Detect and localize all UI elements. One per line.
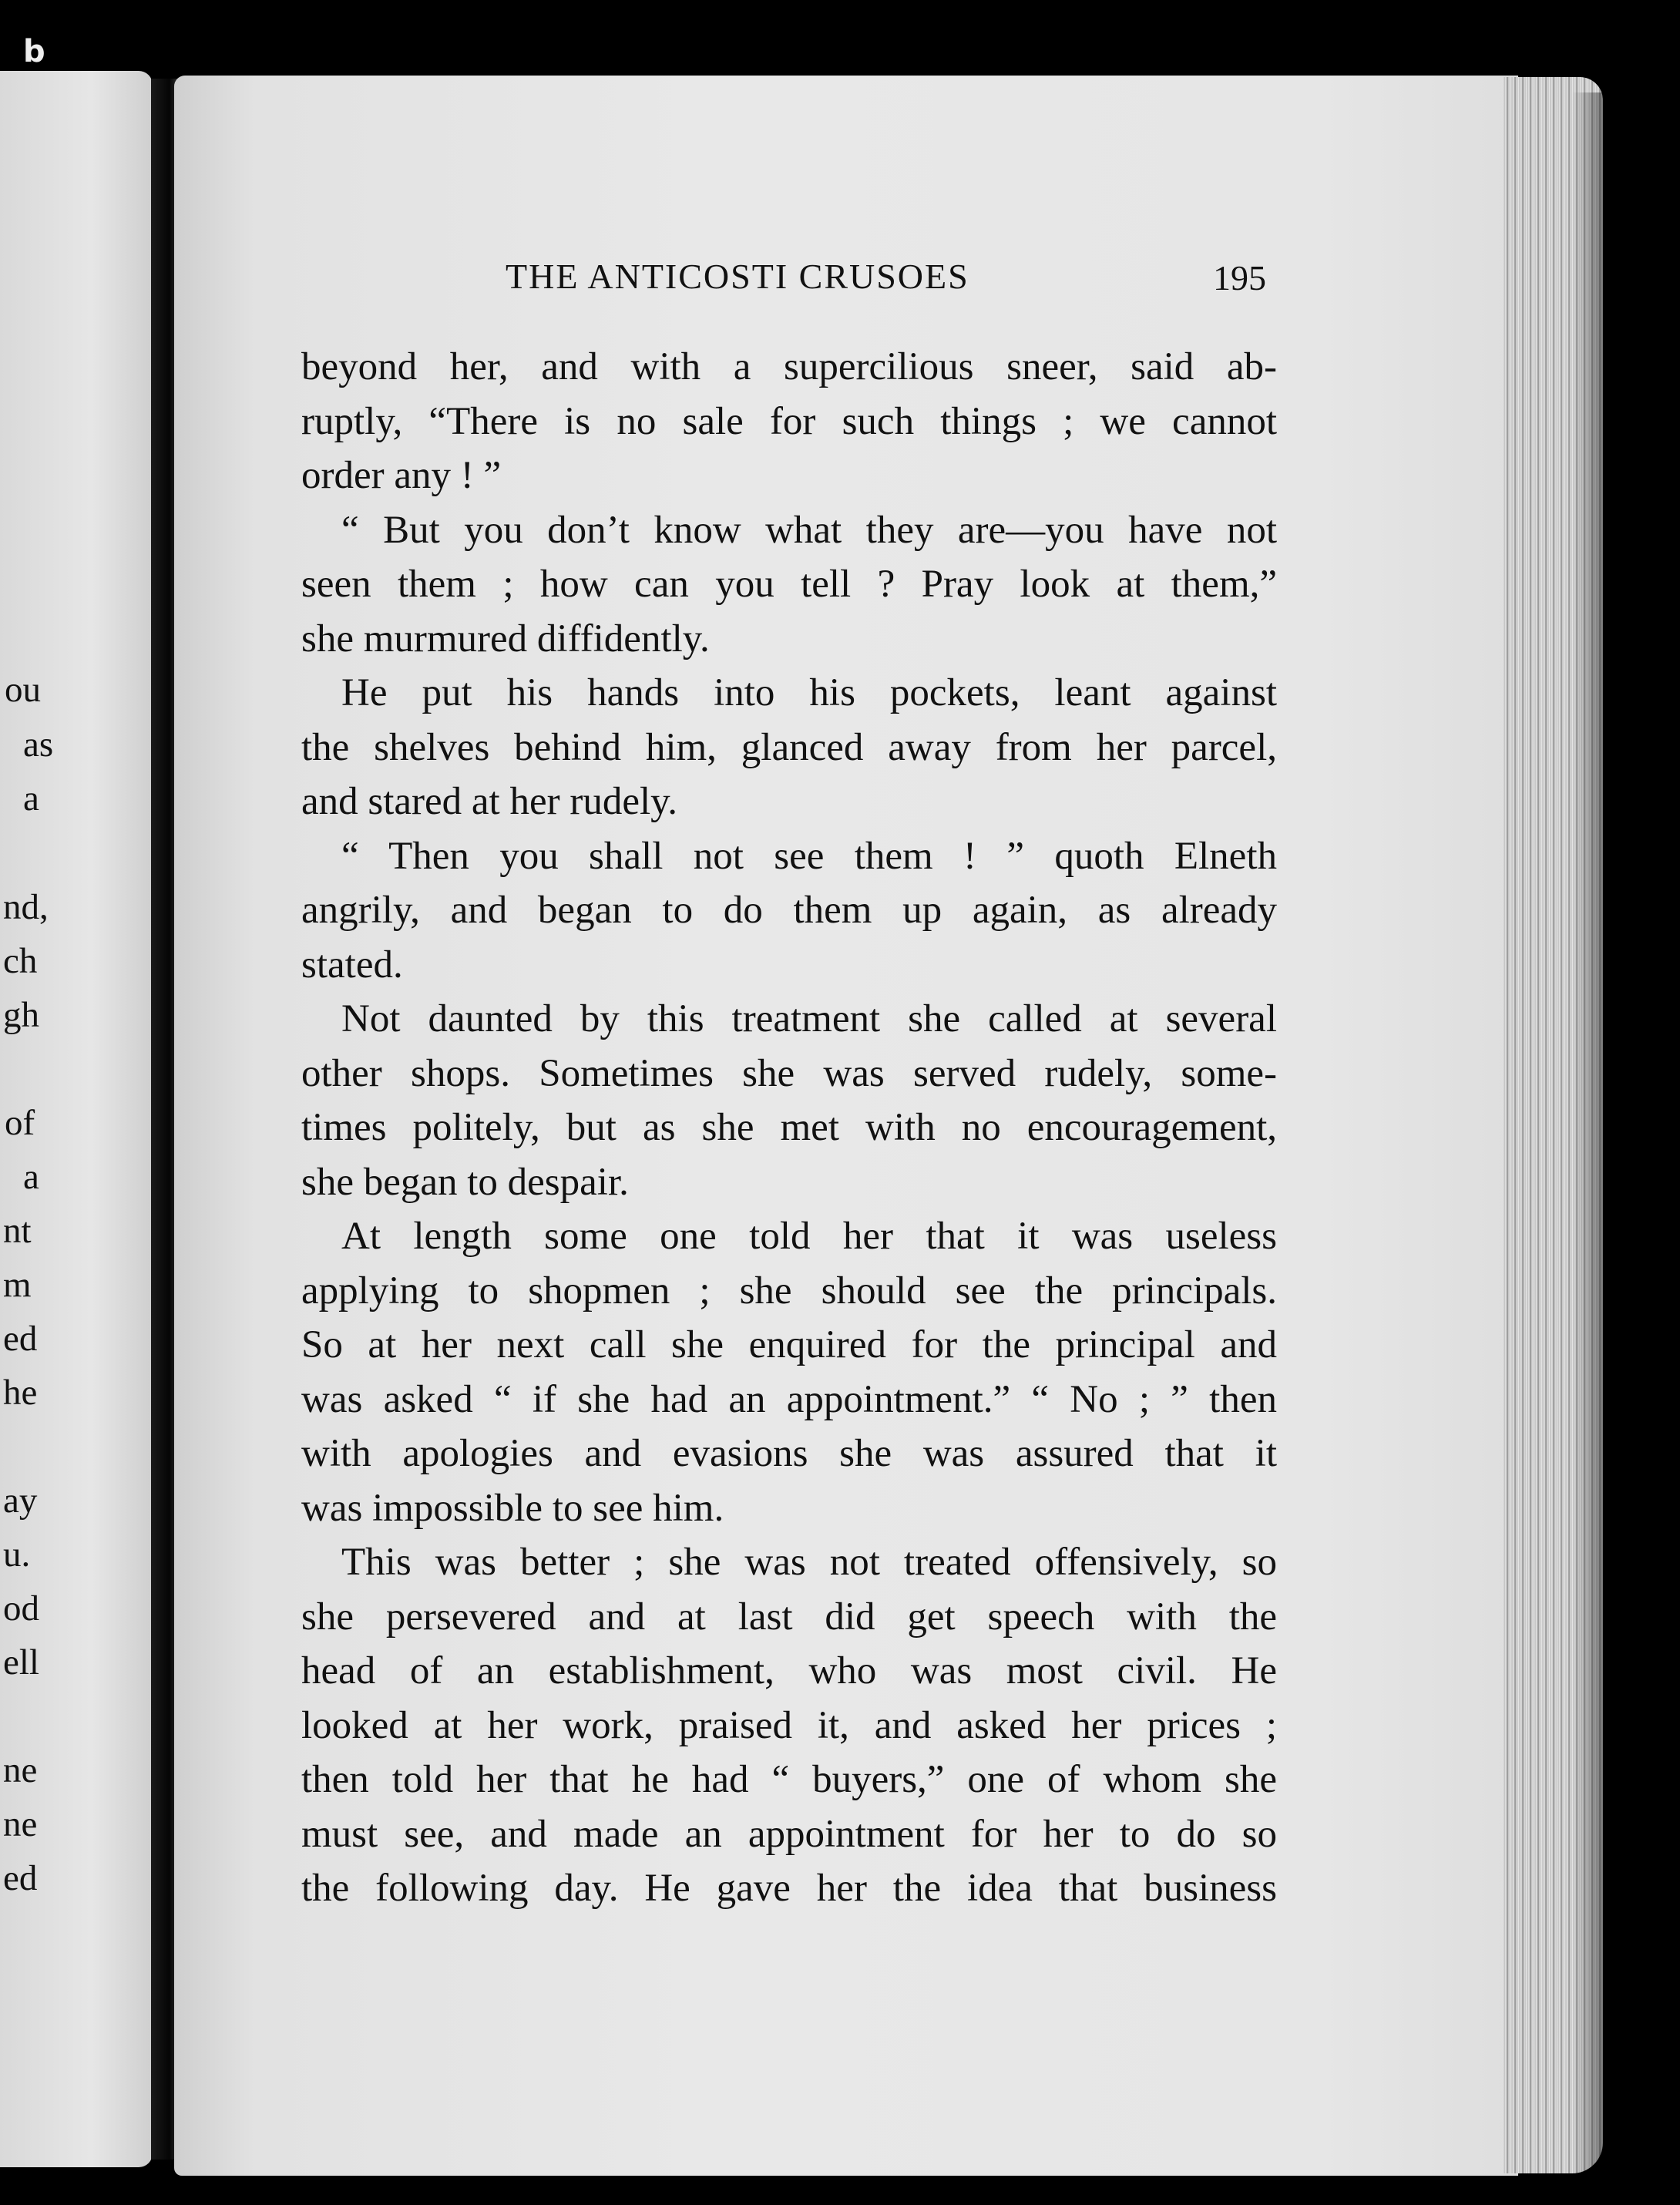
text-line: So at her next call she enquired for the principal and [301, 1323, 1277, 1366]
text-line: was impossible to see him. [301, 1486, 724, 1530]
text-line: angrily, and began to do them up again, as already [301, 889, 1277, 932]
page-number: 195 [1213, 258, 1266, 297]
text-line: other shops. Sometimes she was served rudely, some- [301, 1051, 1277, 1095]
text-line: she persevered and at last did get speech with the [301, 1595, 1277, 1639]
left-page-fragment: gh [3, 995, 39, 1035]
left-page-fragment: a [23, 778, 39, 818]
left-page-fragment: m [3, 1265, 32, 1305]
left-page-fragment: ne [3, 1804, 38, 1844]
text-line: and stared at her rudely. [301, 780, 678, 823]
text-line: This was better ; she was not treated offensively, so [341, 1541, 1277, 1584]
left-page-fragment: a [23, 1157, 39, 1197]
body-text [301, 340, 1277, 1916]
text-line: seen them ; how can you tell ? Pray look at them,” [301, 563, 1277, 606]
text-line: beyond her, and with a supercilious sneer, said ab- [301, 345, 1277, 388]
text-line: times politely, but as she met with no encouragement, [301, 1106, 1277, 1149]
left-page-fragment: as [23, 724, 54, 765]
left-page-fragment: ch [3, 941, 38, 981]
edge-shadow [1572, 92, 1680, 2173]
text-line: Not daunted by this treatment she called at several [341, 997, 1277, 1040]
left-page-fragment: od [3, 1588, 39, 1629]
text-line: she murmured diffidently. [301, 617, 710, 660]
text-line: the following day. He gave her the idea that business [301, 1867, 1277, 1910]
left-page-fragment: ell [3, 1642, 39, 1682]
text-line: applying to shopmen ; she should see the principals. [301, 1269, 1277, 1313]
left-page-fragment: ay [3, 1481, 38, 1521]
text-line: then told her that he had “ buyers,” one of whom she [301, 1758, 1277, 1801]
text-line: she began to despair. [301, 1160, 629, 1204]
left-page-fragment: ne [3, 1750, 38, 1790]
text-line: “ But you don’t know what they are—you have not [341, 508, 1277, 552]
text-line: looked at her work, praised it, and asked her prices ; [301, 1703, 1277, 1747]
text-line: head of an establishment, who was most civil. He [301, 1649, 1277, 1692]
text-line: order any ! ” [301, 454, 502, 497]
text-line: must see, and made an appointment for her to do so [301, 1812, 1277, 1856]
left-page-fragment: of [5, 1103, 35, 1143]
left-facing-page [0, 71, 153, 2167]
left-page-fragment: ed [3, 1858, 38, 1898]
left-page-fragment: u. [3, 1534, 31, 1575]
book-gutter [151, 79, 177, 2160]
text-line: ruptly, “There is no sale for such things ; we cannot [301, 399, 1277, 443]
text-line: was asked “ if she had an appointment.” “ No ; ” then [301, 1377, 1277, 1421]
left-page-fragment: ed [3, 1319, 38, 1359]
running-head-title: THE ANTICOSTI CRUSOES [506, 257, 969, 296]
left-page-fragment: he [3, 1373, 38, 1413]
text-line: the shelves behind him, glanced away from her parcel, [301, 725, 1277, 769]
text-line: “ Then you shall not see them ! ” quoth Elneth [341, 834, 1277, 878]
left-page-fragment: nt [3, 1211, 32, 1251]
text-line: He put his hands into his pockets, leant against [341, 671, 1277, 714]
left-page-fragment: ou [5, 670, 41, 710]
corner-mark: b [23, 34, 45, 69]
text-line: stated. [301, 943, 403, 987]
text-line: with apologies and evasions she was assured that it [301, 1432, 1277, 1475]
left-page-fragment: nd, [3, 887, 49, 927]
text-line: At length some one told her that it was useless [341, 1215, 1277, 1258]
